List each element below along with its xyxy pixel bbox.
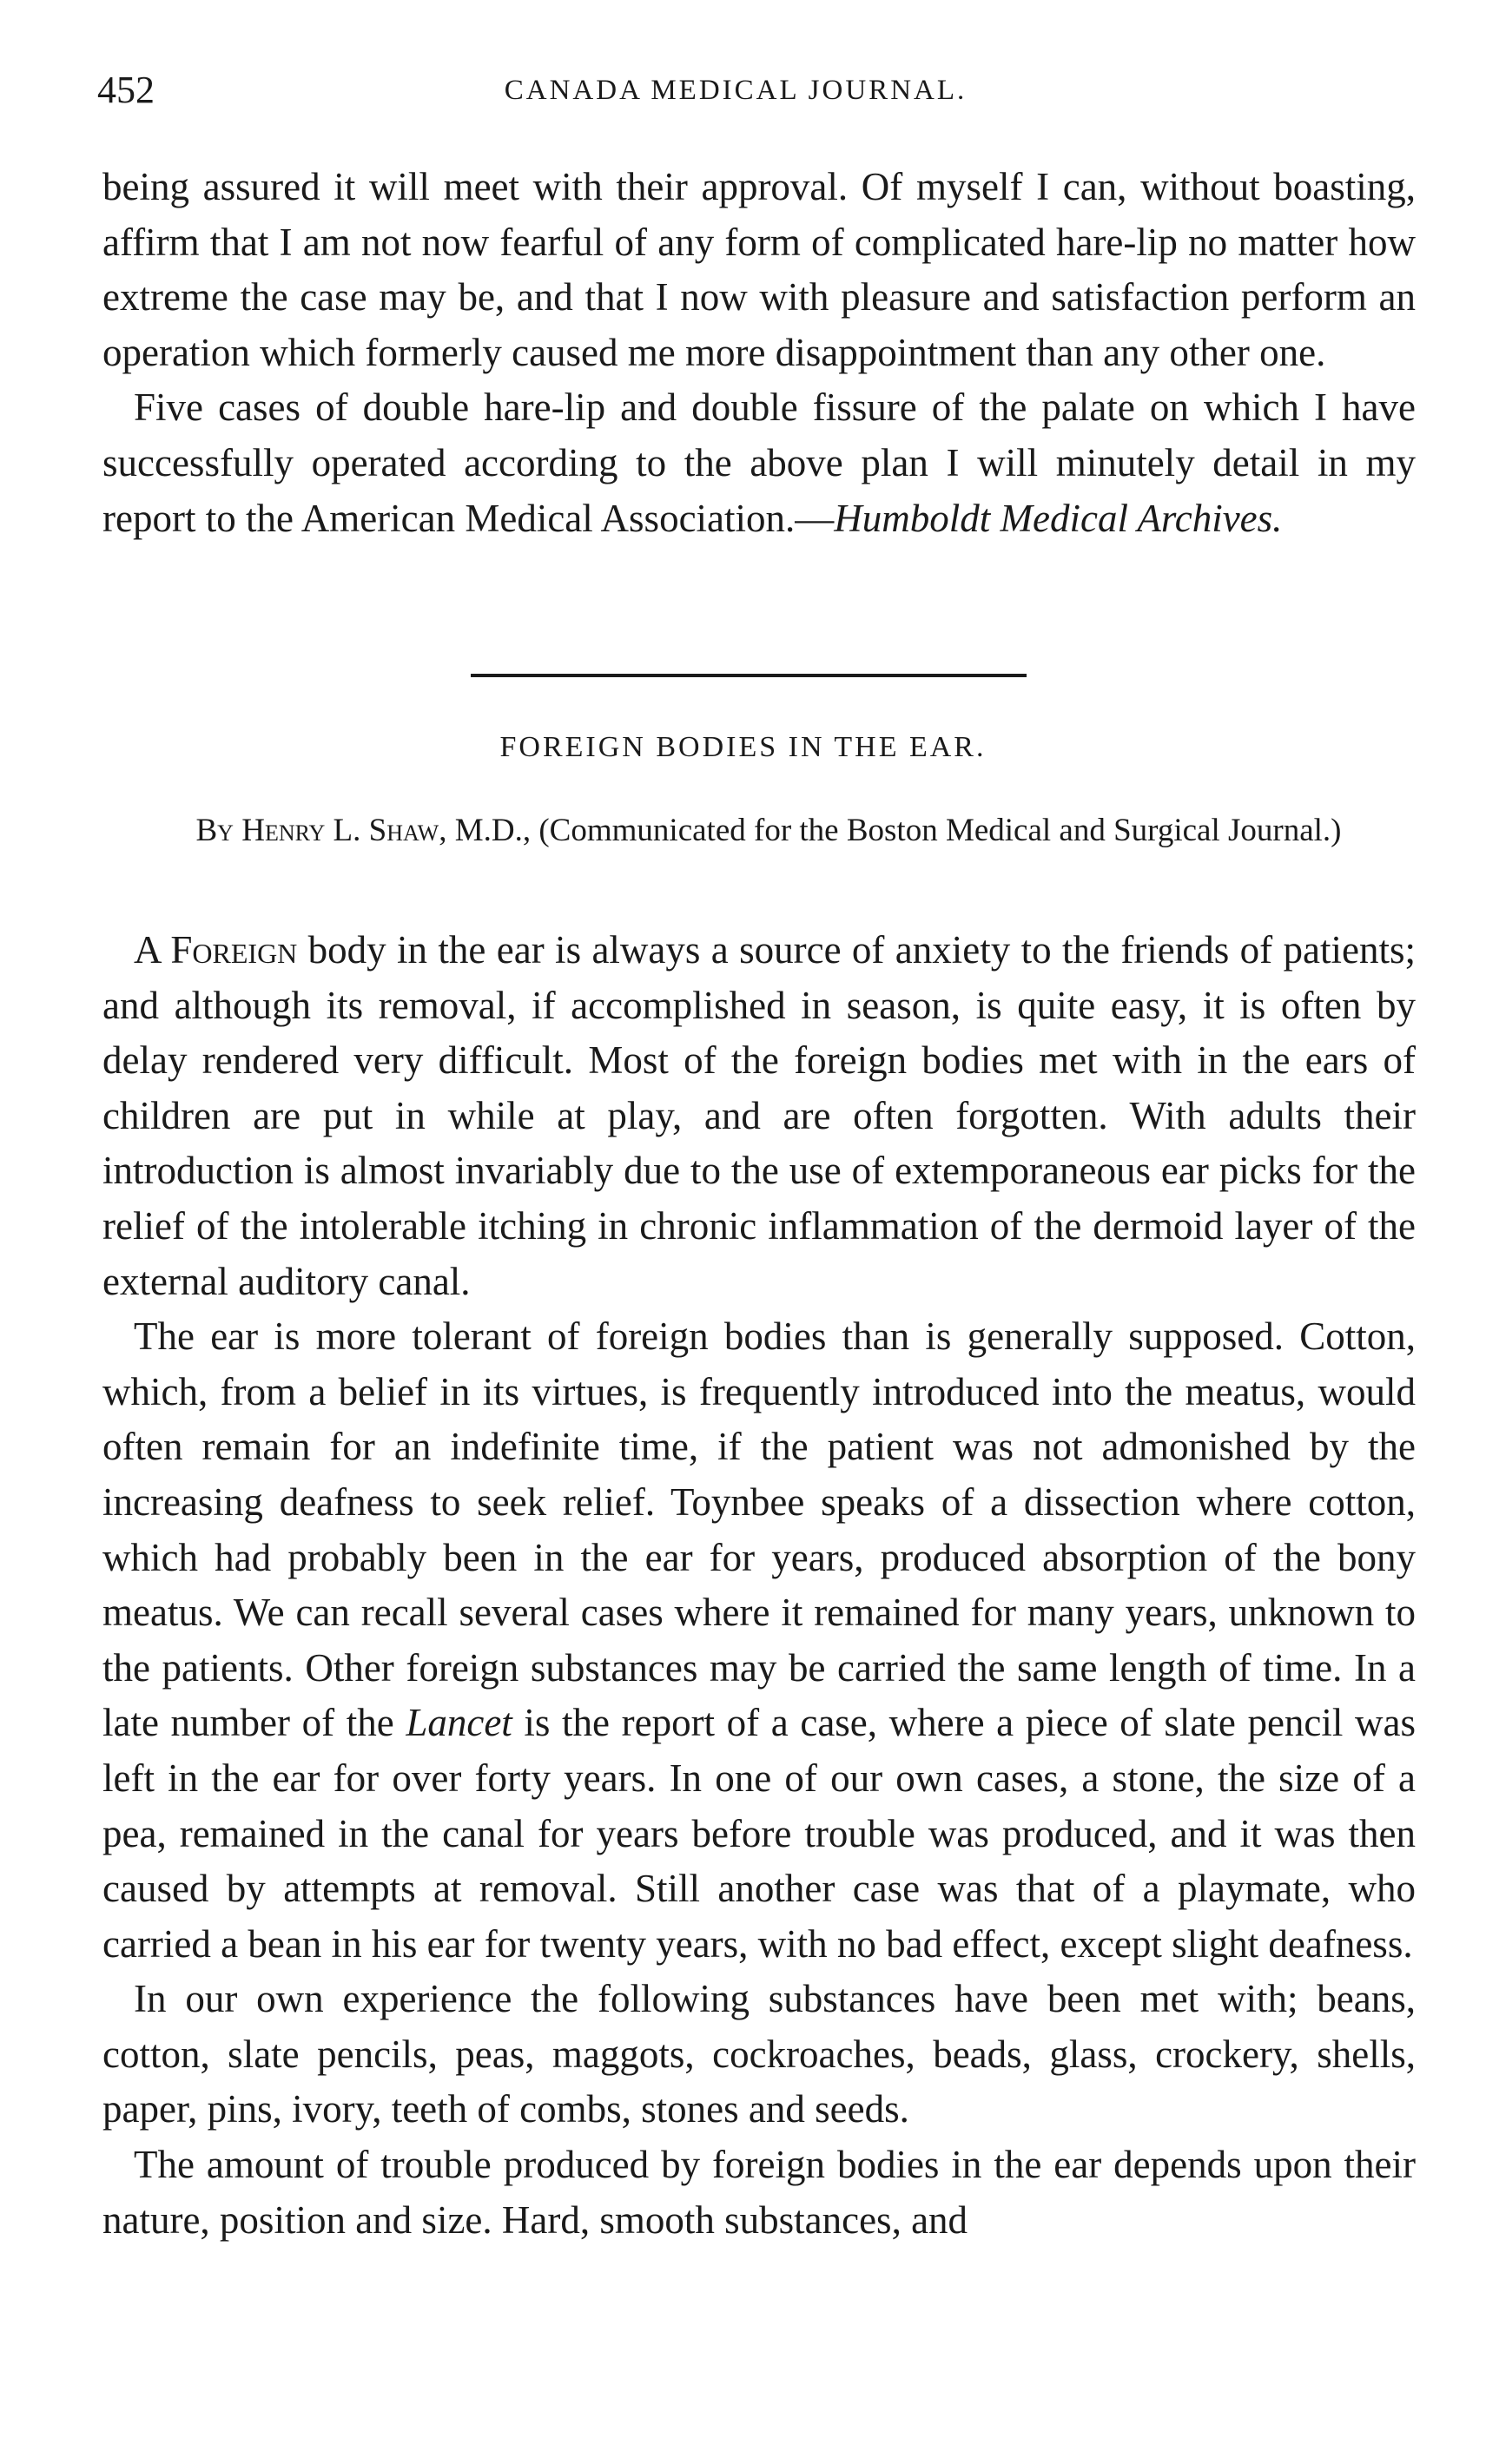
- article-paragraph-1: [102, 923, 1416, 1309]
- section-divider: [471, 674, 1027, 677]
- byline-degree: M.D.,: [454, 813, 532, 848]
- running-head: [97, 68, 1374, 120]
- page-number: 452: [97, 69, 155, 111]
- journal-title: CANADA MEDICAL JOURNAL.: [504, 75, 968, 106]
- article-paragraph-2: [102, 1309, 1416, 1972]
- article-paragraph-3: In our own experience the following substances have been met with; beans, cotton, slate pencils, peas, maggots, cockroaches, beads, glass, crockery, shells, paper, pins, ivory, teeth of combs, stones and seeds.: [102, 1977, 1416, 2131]
- article-title: FOREIGN BODIES IN THE EAR.: [499, 731, 987, 763]
- article-paragraph-4: The amount of trouble produced by foreign bodies in the ear depends upon their nature, position and size. Hard, smooth substances, and: [102, 2143, 1416, 2242]
- previous-article-closing-paragraph: [102, 380, 1416, 546]
- paragraph-text: is the report of a case, where a piece of slate pencil was left in the ear for over forty years. In one of our own cases, a stone, the size of a pea, remained in the canal for years before trouble was produced, and it was then caused by attempts at removal. Still another case was that of a playmate, who carried a bean in his ear for twenty years, with no bad effect, except slight deafness.: [102, 1701, 1416, 1966]
- paragraph-lead: A Foreign: [134, 928, 298, 972]
- previous-article-paragraph: being assured it will meet with their approval. Of myself I can, without boasting, affirm that I am not now fearful of any form of complicated hare-lip no matter how extreme the case may be, and that I now with pleasure and satisfaction perform an operation which formerly caused me more disappointment than any other one.: [102, 165, 1416, 374]
- article-body: [102, 923, 1416, 2248]
- byline-author: Henry L. Shaw,: [241, 813, 447, 848]
- paragraph-text: The ear is more tolerant of foreign bodies than is generally supposed. Cotton, which, from a belief in its virtues, is frequently introduced into the meatus, would often remain for an indefinite time, if the patient was not admonished by the increasing deafness to seek relief. Toynbee speaks of a dissection where cotton, which had probably been in the ear for years, produced absorption of the bony meatus. We can recall several cases where it remained for many years, unknown to the patients. Other foreign substances may be carried the same length of time. In a late number of the: [102, 1314, 1416, 1745]
- article-byline: [130, 803, 1407, 859]
- source-citation: Humboldt Medical Archives.: [834, 496, 1283, 540]
- closing-text: Five cases of double hare-lip and double fissure of the palate on which I have successfully operated according to the above plan I will minutely detail in my report to the American Medical Association.—: [102, 385, 1416, 540]
- byline-note: (Communicated for the Boston Medical and Surgical Journal.): [538, 813, 1342, 848]
- paragraph-text: body in the ear is always a source of anxiety to the friends of patients; and although its removal, if accomplished in season, is quite easy, it is often by delay rendered very difficult. Most of the foreign bodies met with in the ears of children are put in while at play, and are often forgotten. With adults their introduction is almost invariably due to the use of extemporaneous ear picks for the relief of the intolerable itching in chronic inflammation of the dermoid layer of the external auditory canal.: [102, 928, 1416, 1303]
- byline-prefix: By: [195, 813, 234, 848]
- journal-reference: Lancet: [406, 1701, 512, 1745]
- previous-article-text: [102, 160, 1416, 546]
